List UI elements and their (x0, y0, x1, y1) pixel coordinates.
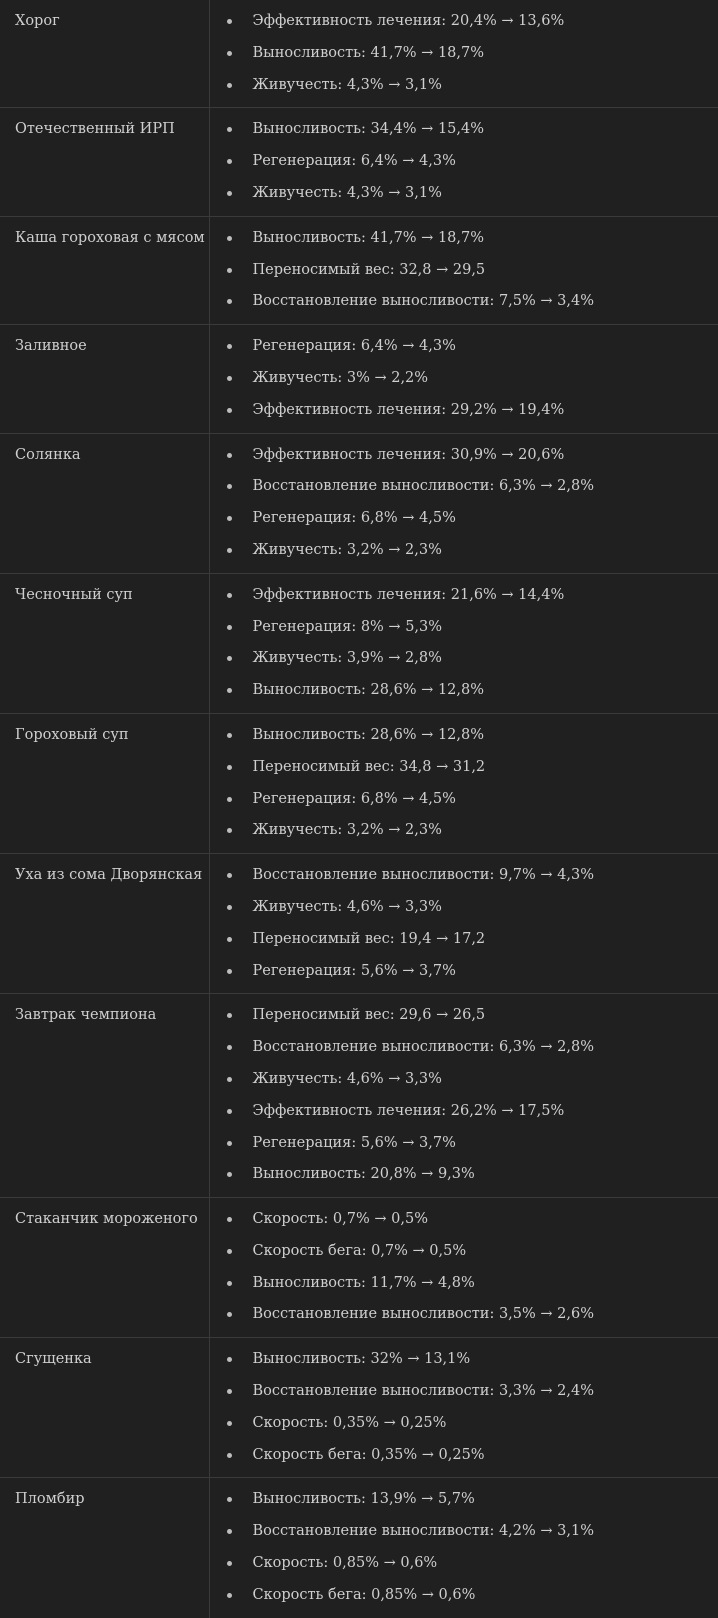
list-item (210, 1064, 718, 1096)
list-item (210, 1000, 718, 1032)
bullet-icon (227, 1593, 232, 1598)
effect-text: Выносливость: 34,4% → 15,4% (253, 121, 485, 137)
bullet-icon (227, 688, 232, 693)
bullet-icon (227, 1281, 232, 1286)
bullet-icon (227, 873, 232, 878)
effect-text: Живучесть: 4,3% → 3,1% (253, 77, 442, 93)
effect-text: Живучесть: 4,6% → 3,3% (253, 899, 442, 915)
table-row (0, 573, 718, 713)
list-item (210, 1344, 718, 1376)
list-item (210, 471, 718, 503)
effects-list (210, 720, 718, 847)
table-row (0, 216, 718, 324)
bullet-icon (227, 83, 232, 88)
effect-text: Живучесть: 3,2% → 2,3% (253, 542, 442, 558)
effect-text: Переносимый вес: 32,8 → 29,5 (253, 262, 486, 278)
bullet-icon (227, 1013, 232, 1018)
bullet-icon (227, 656, 232, 661)
bullet-icon (227, 625, 232, 630)
bullet-icon (227, 1109, 232, 1114)
effect-text: Восстановление выносливости: 7,5% → 3,4% (253, 293, 595, 309)
table-row (0, 1198, 718, 1338)
bullet-icon (227, 453, 232, 458)
bullet-icon (227, 1529, 232, 1534)
table-row (0, 108, 718, 216)
bullet-icon (227, 1389, 232, 1394)
effects-cell (209, 216, 718, 324)
effects-list (210, 223, 718, 318)
table-row (0, 325, 718, 433)
bullet-icon (227, 484, 232, 489)
table-row (0, 854, 718, 994)
bullet-icon (227, 765, 232, 770)
effect-text: Скорость бега: 0,85% → 0,6% (253, 1587, 476, 1603)
list-item (210, 720, 718, 752)
effect-text: Регенерация: 8% → 5,3% (253, 619, 443, 635)
bullet-icon (227, 905, 232, 910)
bullet-icon (227, 51, 232, 56)
list-item (210, 752, 718, 784)
list-item (210, 1376, 718, 1408)
effect-text: Восстановление выносливости: 6,3% → 2,8% (253, 478, 595, 494)
effect-text: Выносливость: 41,7% → 18,7% (253, 45, 485, 61)
bullet-icon (227, 1249, 232, 1254)
effect-text: Скорость бега: 0,7% → 0,5% (253, 1243, 467, 1259)
effect-text: Живучесть: 3,2% → 2,3% (253, 822, 442, 838)
effect-text: Восстановление выносливости: 4,2% → 3,1% (253, 1523, 595, 1539)
list-item (210, 331, 718, 363)
bullet-icon (227, 299, 232, 304)
effects-list (210, 440, 718, 567)
effects-list (210, 580, 718, 707)
list-item (210, 643, 718, 675)
list-item (210, 535, 718, 567)
list-item (210, 1484, 718, 1516)
list-item (210, 815, 718, 847)
table-row (0, 1338, 718, 1478)
bullet-icon (227, 937, 232, 942)
list-item (210, 892, 718, 924)
bullet-icon (227, 828, 232, 833)
list-item (210, 503, 718, 535)
effect-text: Переносимый вес: 29,6 → 26,5 (253, 1007, 486, 1023)
table-row (0, 433, 718, 573)
effect-text: Живучесть: 3,9% → 2,8% (253, 650, 442, 666)
list-item (210, 363, 718, 395)
list-item (210, 1236, 718, 1268)
food-name: Гороховый суп (0, 713, 209, 853)
effect-text: Выносливость: 28,6% → 12,8% (253, 682, 485, 698)
effects-cell (209, 713, 718, 853)
bullet-icon (227, 19, 232, 24)
bullet-icon (227, 376, 232, 381)
list-item (210, 860, 718, 892)
bullet-icon (227, 344, 232, 349)
bullet-icon (227, 733, 232, 738)
bullet-icon (227, 969, 232, 974)
effects-list (210, 1484, 718, 1611)
list-item (210, 675, 718, 707)
bullet-icon (227, 593, 232, 598)
table-row (0, 994, 718, 1198)
bullet-icon (227, 268, 232, 273)
effects-cell (209, 0, 718, 108)
list-item (210, 1096, 718, 1128)
bullet-icon (227, 408, 232, 413)
bullet-icon (227, 1312, 232, 1317)
list-item (210, 6, 718, 38)
effect-text: Эффективность лечения: 29,2% → 19,4% (253, 402, 565, 418)
list-item (210, 440, 718, 472)
food-name: Чесночный суп (0, 573, 209, 713)
effect-text: Живучесть: 4,3% → 3,1% (253, 185, 442, 201)
effect-text: Переносимый вес: 19,4 → 17,2 (253, 931, 486, 947)
list-item (210, 70, 718, 102)
effect-text: Скорость бега: 0,35% → 0,25% (253, 1447, 485, 1463)
effect-text: Скорость: 0,35% → 0,25% (253, 1415, 447, 1431)
bullet-icon (227, 516, 232, 521)
effect-text: Восстановление выносливости: 3,5% → 2,6% (253, 1306, 595, 1322)
food-name: Уха из сома Дворянская (0, 854, 209, 994)
list-item (210, 924, 718, 956)
table-row (0, 713, 718, 853)
food-name: Солянка (0, 433, 209, 573)
list-item (210, 1032, 718, 1064)
list-item (210, 1440, 718, 1472)
food-name: Сгущенка (0, 1338, 209, 1478)
effect-text: Восстановление выносливости: 9,7% → 4,3% (253, 867, 595, 883)
effects-list (210, 114, 718, 209)
food-name: Пломбир (0, 1478, 209, 1618)
bullet-icon (227, 1045, 232, 1050)
bullet-icon (227, 236, 232, 241)
bullet-icon (227, 1357, 232, 1362)
list-item (210, 255, 718, 287)
bullet-icon (227, 159, 232, 164)
table-row (0, 1478, 718, 1618)
list-item (210, 1268, 718, 1300)
bullet-icon (227, 548, 232, 553)
effect-text: Выносливость: 13,9% → 5,7% (253, 1491, 475, 1507)
table-row (0, 0, 718, 108)
list-item (210, 114, 718, 146)
effects-cell (209, 1478, 718, 1618)
effect-text: Выносливость: 28,6% → 12,8% (253, 727, 485, 743)
effect-text: Восстановление выносливости: 3,3% → 2,4% (253, 1383, 595, 1399)
list-item (210, 1159, 718, 1191)
bullet-icon (227, 127, 232, 132)
list-item (210, 1516, 718, 1548)
effect-text: Скорость: 0,85% → 0,6% (253, 1555, 438, 1571)
list-item (210, 1580, 718, 1612)
effect-text: Выносливость: 20,8% → 9,3% (253, 1166, 475, 1182)
bullet-icon (227, 1077, 232, 1082)
list-item (210, 784, 718, 816)
bullet-icon (227, 191, 232, 196)
bullet-icon (227, 1453, 232, 1458)
effect-text: Скорость: 0,7% → 0,5% (253, 1211, 428, 1227)
effect-text: Эффективность лечения: 21,6% → 14,4% (253, 587, 565, 603)
bullet-icon (227, 1217, 232, 1222)
list-item (210, 223, 718, 255)
effect-text: Живучесть: 3% → 2,2% (253, 370, 429, 386)
food-name: Каша гороховая с мясом (0, 216, 209, 324)
list-item (210, 38, 718, 70)
effects-list (210, 1204, 718, 1331)
list-item (210, 956, 718, 988)
food-name: Стаканчик мороженого (0, 1198, 209, 1338)
list-item (210, 1128, 718, 1160)
effects-cell (209, 573, 718, 713)
effects-cell (209, 994, 718, 1198)
list-item (210, 1299, 718, 1331)
effect-text: Восстановление выносливости: 6,3% → 2,8% (253, 1039, 595, 1055)
effects-list (210, 331, 718, 426)
effects-cell (209, 325, 718, 433)
bullet-icon (227, 1141, 232, 1146)
list-item (210, 286, 718, 318)
list-item (210, 1408, 718, 1440)
bullet-icon (227, 797, 232, 802)
effect-text: Регенерация: 6,8% → 4,5% (253, 510, 456, 526)
food-name: Заливное (0, 325, 209, 433)
list-item (210, 178, 718, 210)
list-item (210, 612, 718, 644)
list-item (210, 146, 718, 178)
effect-text: Эффективность лечения: 26,2% → 17,5% (253, 1103, 565, 1119)
bullet-icon (227, 1421, 232, 1426)
effects-cell (209, 1338, 718, 1478)
list-item (210, 1548, 718, 1580)
bullet-icon (227, 1497, 232, 1502)
effect-text: Переносимый вес: 34,8 → 31,2 (253, 759, 486, 775)
effects-cell (209, 854, 718, 994)
effect-text: Регенерация: 6,4% → 4,3% (253, 338, 456, 354)
effect-text: Эффективность лечения: 30,9% → 20,6% (253, 447, 565, 463)
list-item (210, 1204, 718, 1236)
effect-text: Регенерация: 6,4% → 4,3% (253, 153, 456, 169)
food-name: Завтрак чемпиона (0, 994, 209, 1198)
effects-list (210, 1000, 718, 1191)
bullet-icon (227, 1172, 232, 1177)
effect-text: Регенерация: 5,6% → 3,7% (253, 1135, 456, 1151)
food-name: Хорог (0, 0, 209, 108)
effects-cell (209, 433, 718, 573)
effect-text: Выносливость: 41,7% → 18,7% (253, 230, 485, 246)
effects-cell (209, 1198, 718, 1338)
effect-text: Регенерация: 6,8% → 4,5% (253, 791, 456, 807)
effect-text: Эффективность лечения: 20,4% → 13,6% (253, 13, 565, 29)
effect-text: Регенерация: 5,6% → 3,7% (253, 963, 456, 979)
effects-list (210, 1344, 718, 1471)
effect-text: Выносливость: 32% → 13,1% (253, 1351, 471, 1367)
effects-list (210, 860, 718, 987)
bullet-icon (227, 1561, 232, 1566)
effects-cell (209, 108, 718, 216)
list-item (210, 395, 718, 427)
food-name: Отечественный ИРП (0, 108, 209, 216)
effect-text: Выносливость: 11,7% → 4,8% (253, 1275, 475, 1291)
list-item (210, 580, 718, 612)
effects-list (210, 6, 718, 101)
effect-text: Живучесть: 4,6% → 3,3% (253, 1071, 442, 1087)
